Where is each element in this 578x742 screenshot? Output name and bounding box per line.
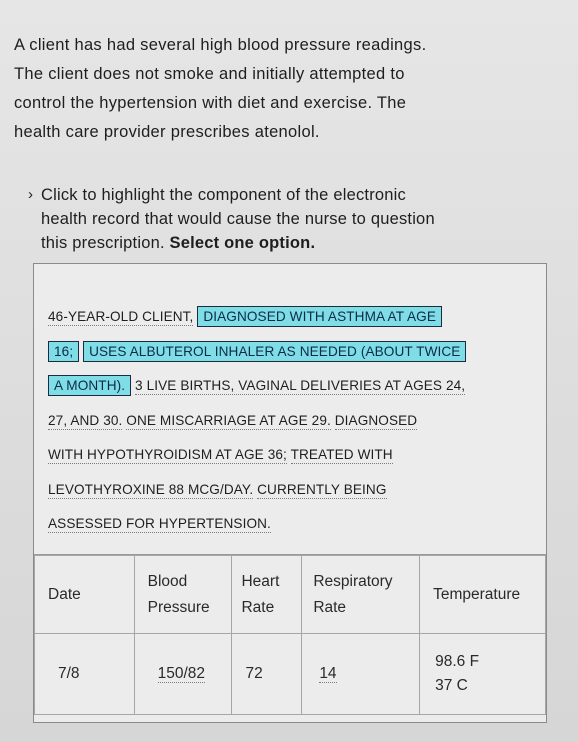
record-segment-asthma[interactable]: DIAGNOSED WITH ASTHMA AT AGE <box>197 306 442 327</box>
table-row <box>35 634 546 715</box>
vital-signs-section <box>34 554 546 721</box>
column-header-heart-rate: Heart Rate <box>232 556 302 634</box>
column-header-blood-pressure: Blood Pressure <box>134 556 232 634</box>
question-line: A client has had several high blood pressure readings. <box>14 36 427 54</box>
respiratory-rate-value[interactable]: 14 <box>319 665 337 682</box>
select-one-option-label: Select one option. <box>169 234 316 252</box>
cell-respiratory-rate[interactable] <box>302 634 420 715</box>
table-header-row <box>35 556 546 634</box>
record-segment-births[interactable]: 3 LIVE BIRTHS, VAGINAL DELIVERIES AT AGES 24, <box>135 378 466 393</box>
record-line <box>48 507 528 542</box>
record-line <box>48 404 528 439</box>
column-header-date: Date <box>35 556 135 634</box>
question-stem <box>14 31 554 147</box>
cell-heart-rate: 72 <box>232 634 302 715</box>
record-segment-albuterol[interactable]: USES ALBUTEROL INHALER AS NEEDED (ABOUT TWICE <box>83 341 466 362</box>
record-segment-hypothyroidism[interactable]: DIAGNOSED <box>334 412 418 428</box>
instruction <box>28 183 548 255</box>
record-line <box>48 369 528 404</box>
record-line <box>48 438 528 473</box>
record-line <box>48 473 528 508</box>
question-line: health care provider prescribes atenolol. <box>14 123 320 141</box>
record-segment-asthma[interactable]: 16; <box>48 341 79 362</box>
column-header-respiratory-rate: Respiratory Rate <box>302 556 420 634</box>
blood-pressure-value[interactable]: 150/82 <box>157 665 206 682</box>
question-line: control the hypertension with diet and exercise. The <box>14 94 407 112</box>
instruction-text: this prescription. <box>41 234 165 252</box>
record-segment-levothyroxine[interactable]: LEVOTHYROXINE 88 MCG/DAY. <box>48 481 254 497</box>
record-segment-miscarriage[interactable]: ONE MISCARRIAGE AT AGE 29. <box>126 412 331 428</box>
record-segment-hypertension[interactable]: CURRENTLY BEING <box>257 481 387 497</box>
cell-blood-pressure[interactable] <box>134 634 232 715</box>
health-record-text <box>48 300 528 542</box>
cell-date: 7/8 <box>35 634 135 715</box>
record-line <box>48 300 528 335</box>
instruction-line: health record that would cause the nurse to question <box>41 210 435 228</box>
record-segment-age[interactable]: 46-YEAR-OLD CLIENT, <box>48 309 194 324</box>
record-segment-albuterol[interactable]: A MONTH). <box>48 375 131 396</box>
record-segment-births[interactable]: 27, AND 30. <box>48 412 123 428</box>
column-header-temperature: Temperature <box>420 556 546 634</box>
record-line <box>48 335 528 370</box>
instruction-line: Click to highlight the component of the electronic <box>41 186 406 204</box>
health-record-panel <box>33 263 547 723</box>
chevron-right-icon: › <box>28 186 34 203</box>
record-segment-hypothyroidism[interactable]: WITH HYPOTHYROIDISM AT AGE 36; <box>48 447 287 462</box>
record-segment-levothyroxine[interactable]: TREATED WITH <box>290 447 393 462</box>
cell-temperature: 98.6 F 37 C <box>420 634 546 715</box>
instruction-line <box>41 231 548 255</box>
record-segment-hypertension[interactable]: ASSESSED FOR HYPERTENSION. <box>48 516 271 531</box>
vital-signs-table <box>34 555 546 715</box>
question-line: The client does not smoke and initially attempted to <box>14 65 405 83</box>
